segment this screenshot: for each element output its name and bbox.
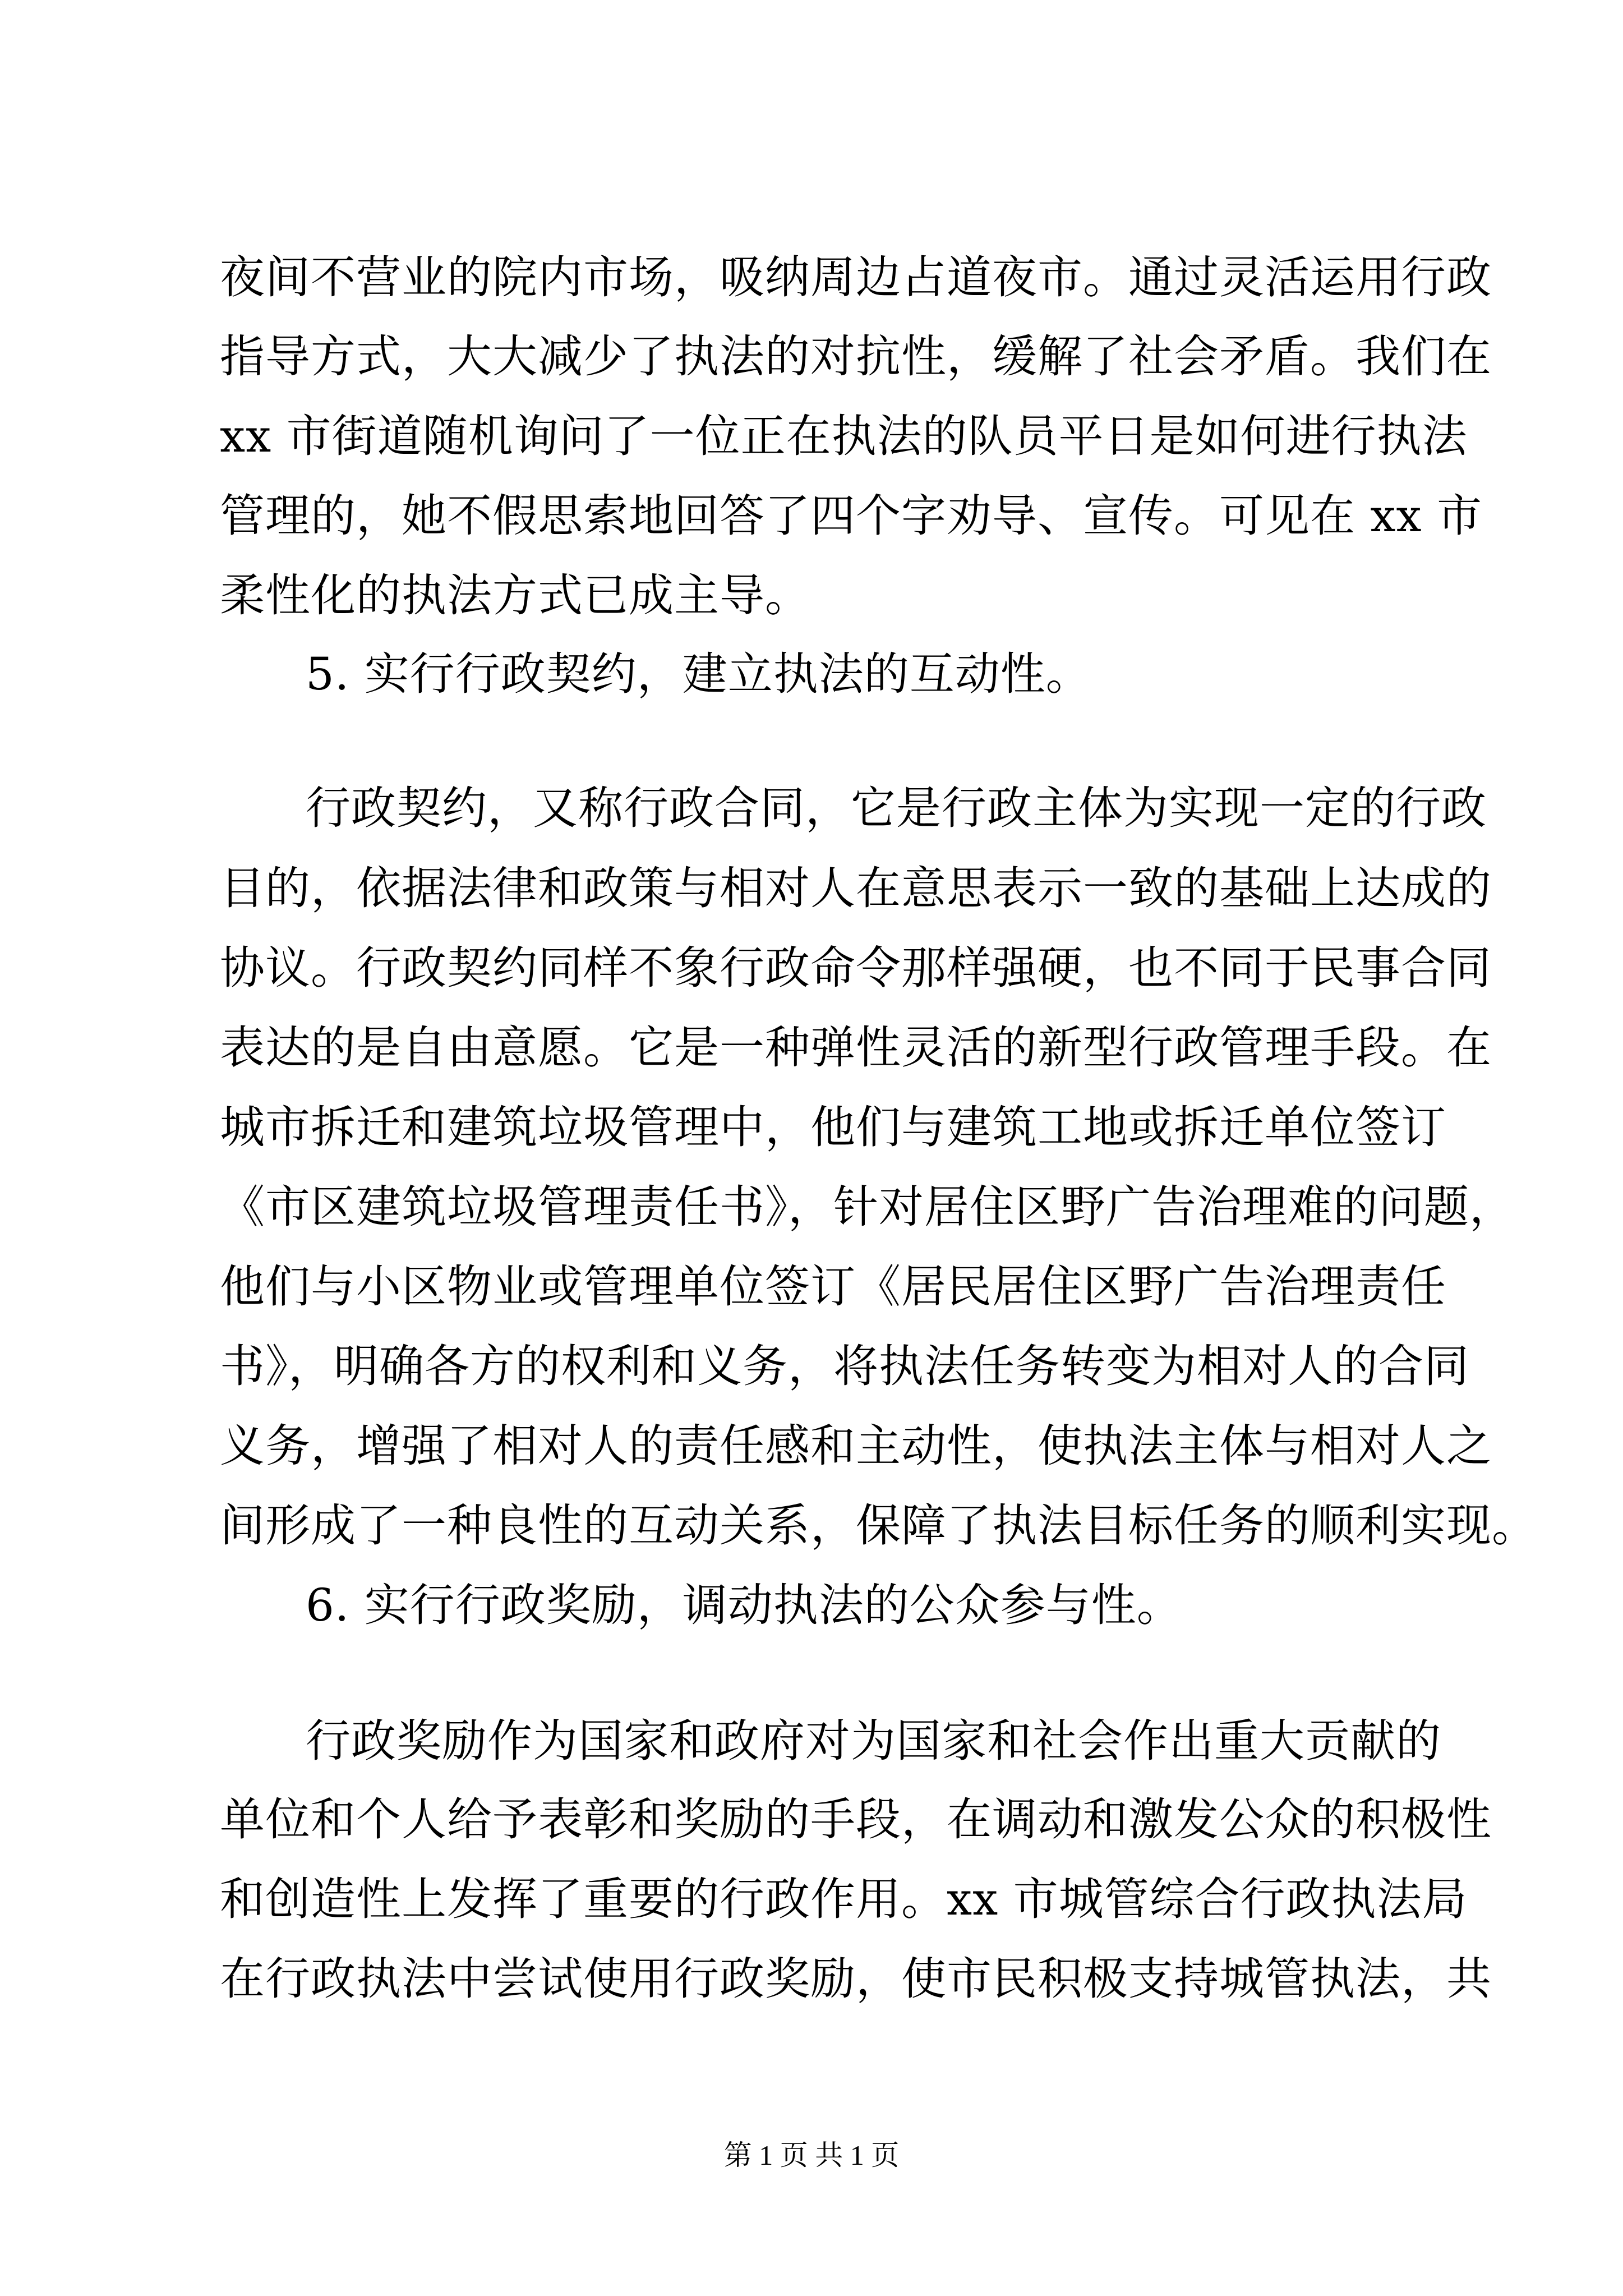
section-heading: 5. 实行行政契约，建立执法的互动性。	[306, 648, 1091, 700]
text-line: 行政契约，又称行政合同，它是行政主体为实现一定的行政	[306, 782, 1487, 834]
text-line: 间形成了一种良性的互动关系，保障了执法目标任务的顺利实现。	[220, 1499, 1537, 1552]
text-line: 他们与小区物业或管理单位签订《居民居住区野广告治理责任	[220, 1260, 1446, 1313]
text-line: 管理的，她不假思索地回答了四个字劝导、宣传。可见在 xx 市	[220, 490, 1483, 542]
text-line: 行政奖励作为国家和政府对为国家和社会作出重大贡献的	[306, 1715, 1441, 1767]
text-line: 在行政执法中尝试使用行政奖励，使市民积极支持城管执法，共	[220, 1953, 1492, 2005]
text-line: 书》，明确各方的权利和义务，将执法任务转变为相对人的合同	[220, 1340, 1469, 1392]
text-line: xx 市街道随机询问了一位正在执法的队员平日是如何进行执法	[220, 410, 1468, 462]
text-line: 表达的是自由意愿。它是一种弹性灵活的新型行政管理手段。在	[220, 1022, 1492, 1074]
text-line: 指导方式，大大减少了执法的对抗性，缓解了社会矛盾。我们在	[220, 330, 1492, 383]
text-line: 单位和个人给予表彰和奖励的手段，在调动和激发公众的积极性	[220, 1793, 1492, 1846]
text-line: 夜间不营业的院内市场，吸纳周边占道夜市。通过灵活运用行政	[220, 251, 1492, 303]
text-line: 和创造性上发挥了重要的行政作用。xx 市城管综合行政执法局	[220, 1873, 1468, 1925]
section-heading: 6. 实行行政奖励，调动执法的公众参与性。	[306, 1579, 1182, 1631]
page-footer: 第 1 页 共 1 页	[723, 2139, 900, 2171]
text-line: 《市区建筑垃圾管理责任书》，针对居住区野广告治理难的问题，	[220, 1181, 1515, 1233]
text-line: 目的，依据法律和政策与相对人在意思表示一致的基础上达成的	[220, 862, 1492, 914]
text-line: 协议。行政契约同样不象行政命令那样强硬，也不同于民事合同	[220, 942, 1492, 994]
text-line: 柔性化的执法方式已成主导。	[220, 569, 810, 622]
text-line: 义务，增强了相对人的责任感和主动性，使执法主体与相对人之	[220, 1420, 1492, 1472]
text-line: 城市拆迁和建筑垃圾管理中，他们与建筑工地或拆迁单位签订	[220, 1101, 1446, 1153]
